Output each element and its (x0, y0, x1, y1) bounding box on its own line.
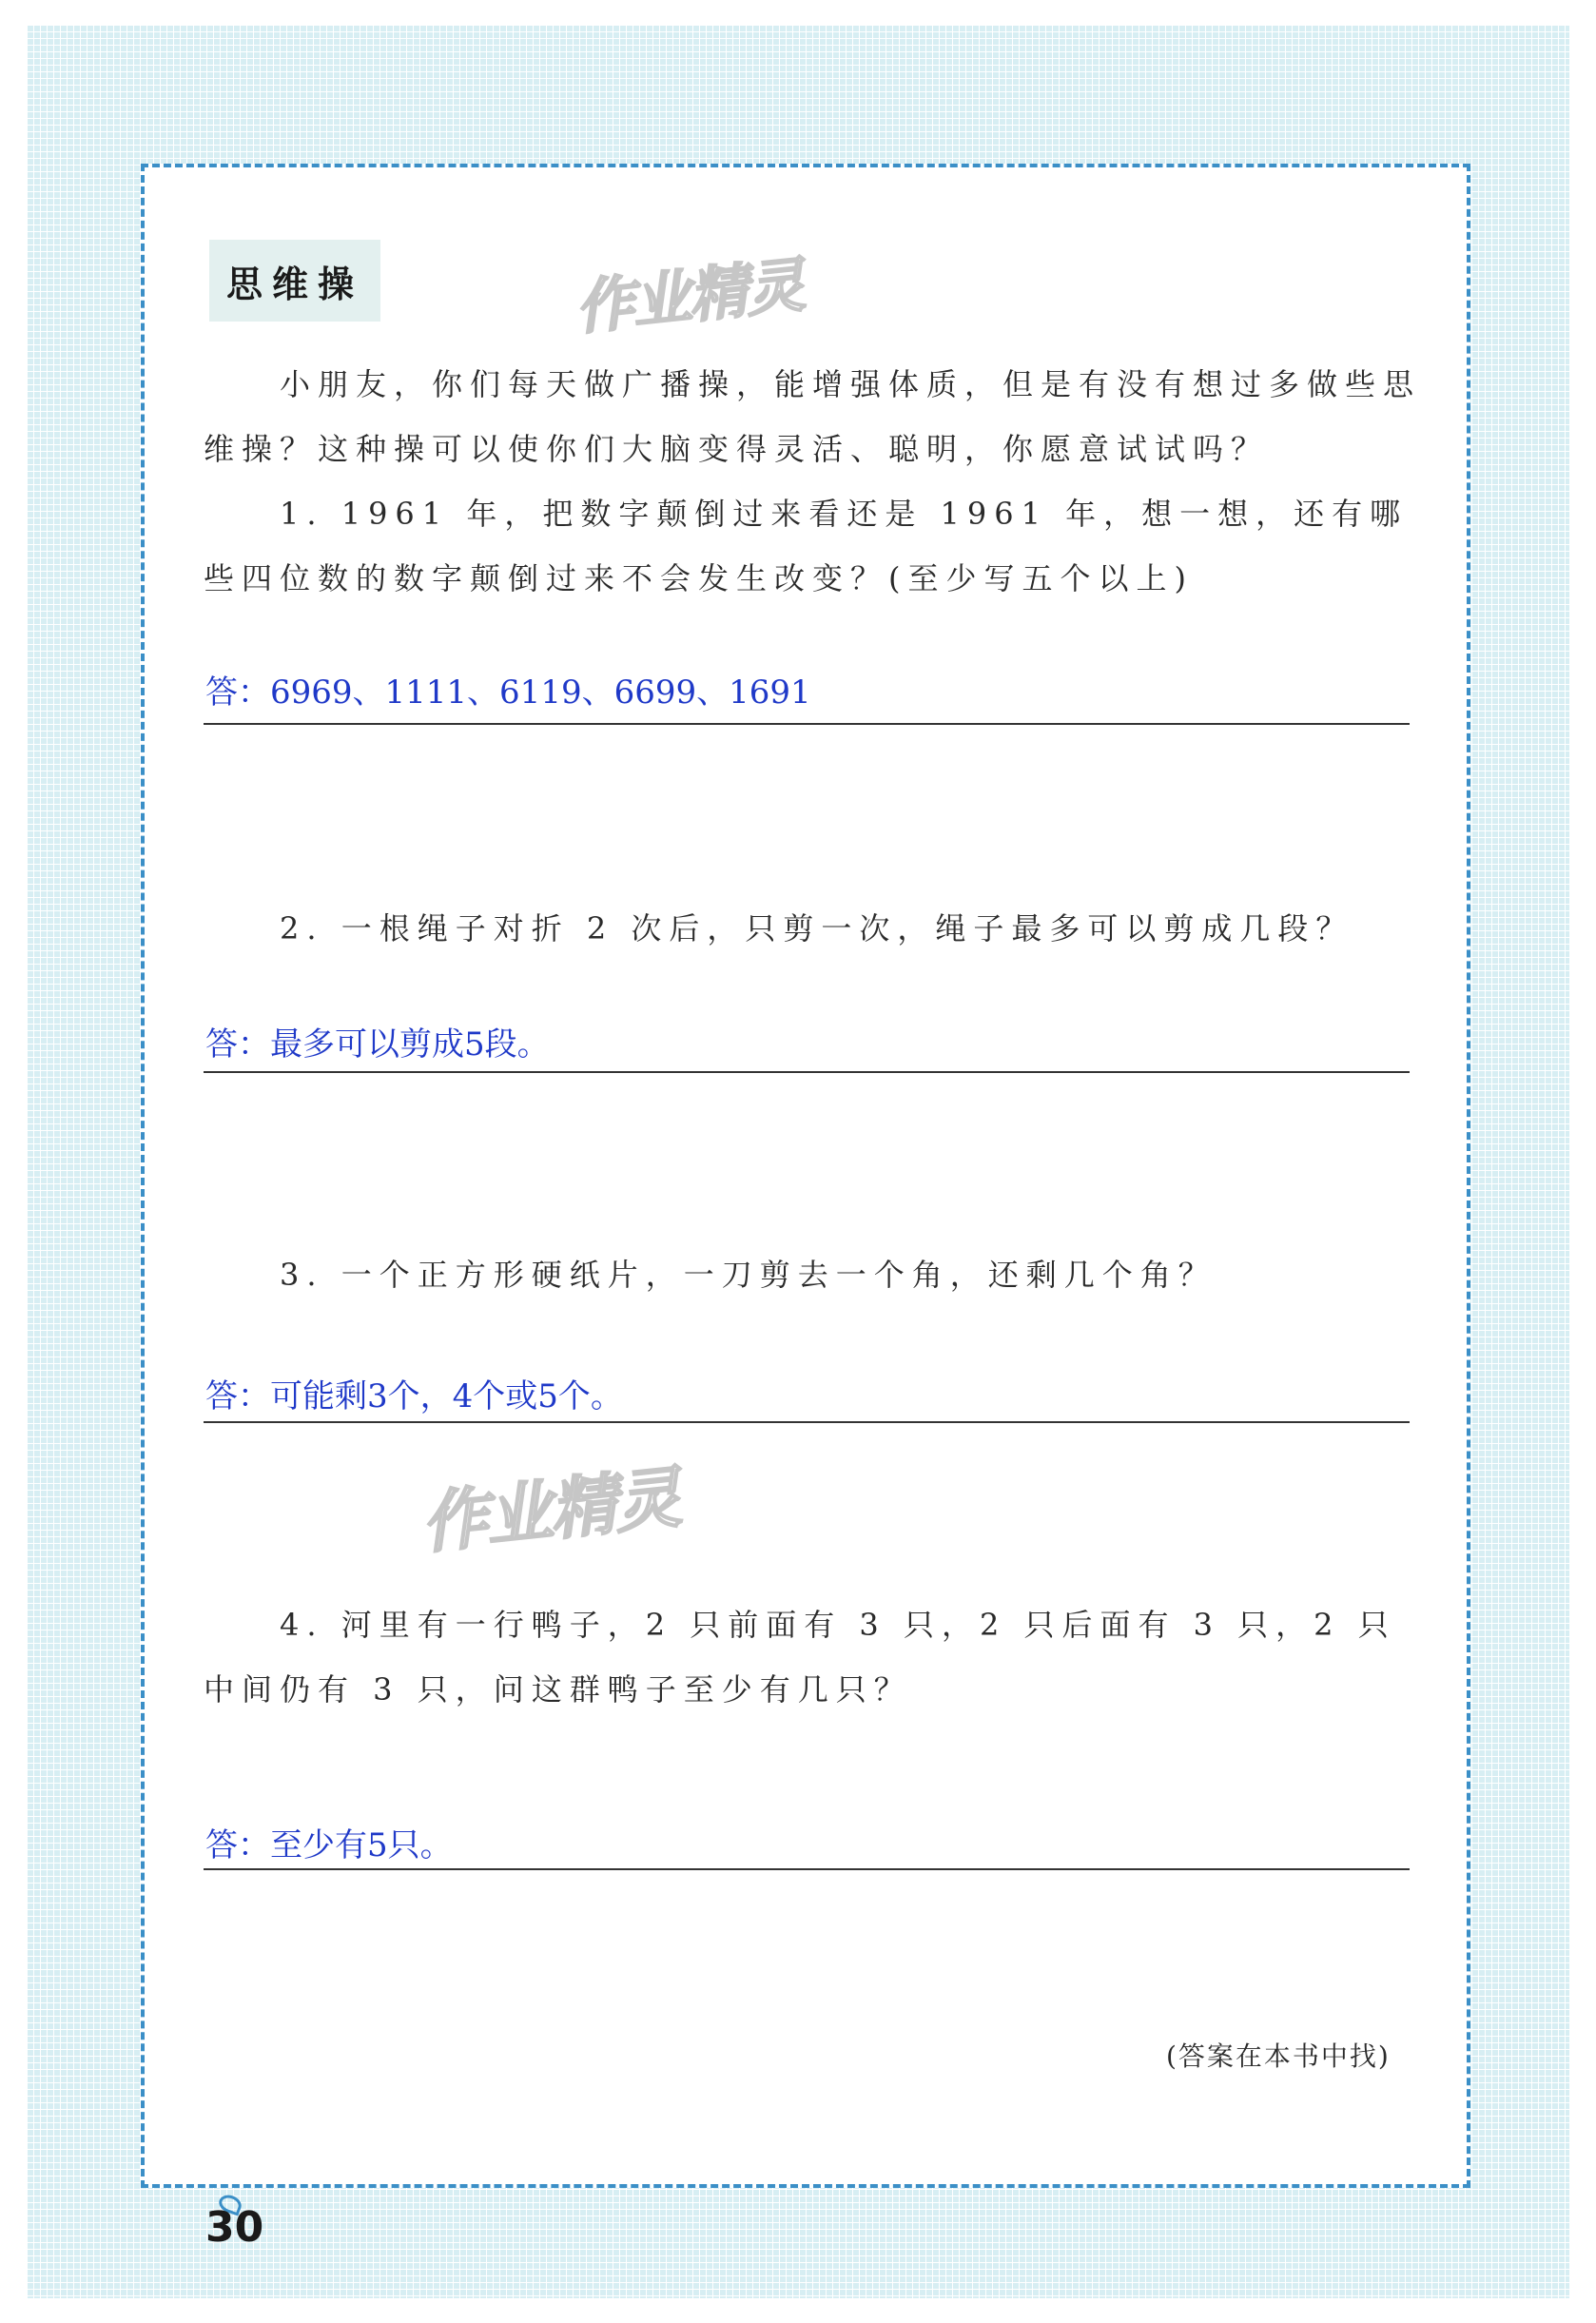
intro-paragraph: 小朋友，你们每天做广播操，能增强体质，但是有没有想过多做些思维操？这种操可以使你们大脑变得灵活、聪明，你愿意试试吗？ (204, 366, 1422, 467)
section-title: 思维操 (209, 240, 380, 322)
answer-line-1 (204, 723, 1410, 725)
watermark-top: 作业精灵 (572, 249, 807, 343)
answer-2: 答：最多可以剪成5段。 (205, 1025, 550, 1064)
question-2: 2. 一根绳子对折 2 次后，只剪一次，绳子最多可以剪成几段？ (280, 910, 1354, 947)
answer-1: 答：6969、1111、6119、6699、1691 (205, 673, 811, 712)
page-number: 30 (205, 2203, 264, 2252)
question-3: 3. 一个正方形硬纸片，一刀剪去一个角，还剩几个角？ (280, 1257, 1216, 1293)
question-4: 4. 河里有一行鸭子，2 只前面有 3 只，2 只后面有 3 只，2 只中间仍有 3 只，问这群鸭子至少有几只？ (204, 1607, 1396, 1708)
answer-line-3 (204, 1421, 1410, 1423)
answer-line-4 (204, 1868, 1410, 1870)
answer-3: 答：可能剩3个，4个或5个。 (205, 1377, 623, 1415)
answer-note: (答案在本书中找) (1166, 2040, 1391, 2072)
answer-line-2 (204, 1071, 1410, 1073)
watermark-middle: 作业精灵 (418, 1457, 684, 1563)
question-1: 1. 1961 年，把数字颠倒过来看还是 1961 年，想一想，还有哪些四位数的数字颠倒过来不会发生改变？(至少写五个以上) (204, 496, 1409, 596)
answer-4: 答：至少有5只。 (205, 1826, 453, 1864)
